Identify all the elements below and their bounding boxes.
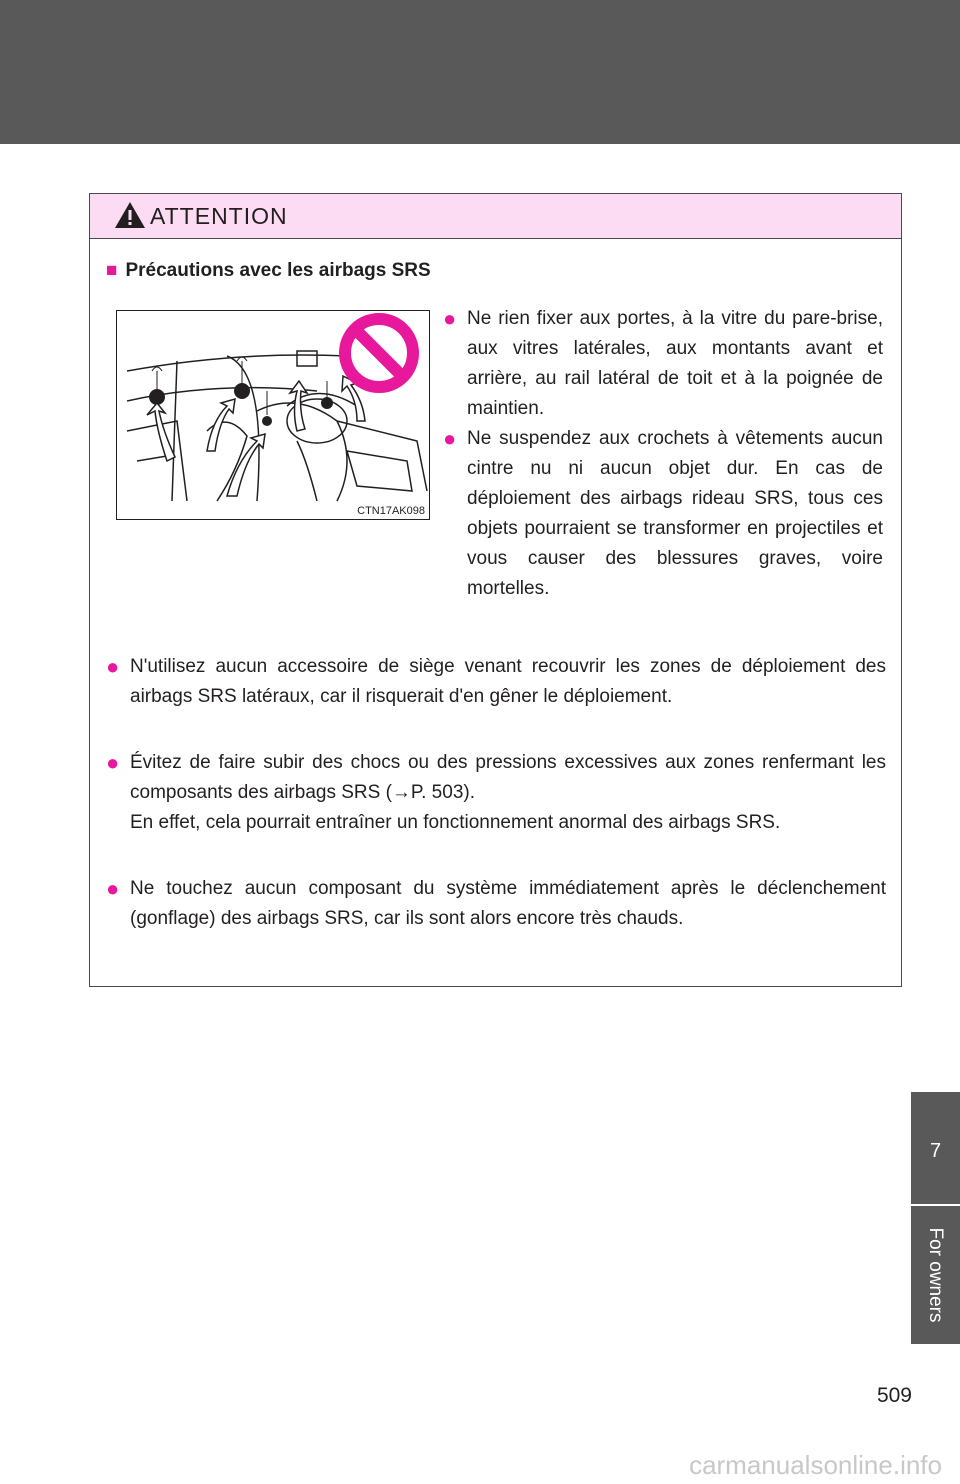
attention-header (90, 194, 901, 239)
bullet-item (443, 304, 883, 424)
subheading-text: Précautions avec les airbags SRS (125, 260, 431, 281)
watermark-strip (0, 1444, 960, 1484)
page-number: 509 (876, 1384, 912, 1407)
square-marker-icon: ■ (106, 260, 118, 281)
bullet-text-continued: En effet, cela pourrait entraîner un fonctionnement anormal des airbags SRS. (130, 812, 781, 833)
attention-box (89, 193, 902, 987)
bullet-item (106, 748, 886, 838)
attention-title: ATTENTION (150, 203, 288, 229)
bullet-dot-icon: ● (443, 426, 457, 451)
bullet-dot-icon: ● (106, 750, 120, 775)
bullet-dot-icon: ● (106, 654, 120, 679)
chapter-number: 7 (929, 1140, 942, 1162)
header-band (0, 0, 960, 144)
warning-triangle-icon (114, 200, 146, 230)
bullet-text: Ne rien fixer aux portes, à la vitre du pare-brise, aux vitres latérales, aux montants avant et arrière, au rail latéral de toit et à la poignée de maintien. (467, 308, 883, 419)
bullet-text: Évitez de faire subir des chocs ou des pressions excessives aux zones renfermant les composants des airbags SRS (→P. 503). (130, 752, 886, 803)
car-interior-drawing (117, 311, 429, 519)
bullet-item (106, 652, 886, 712)
bullet-item (443, 424, 883, 604)
bullet-dot-icon: ● (443, 306, 457, 331)
airbag-illustration (116, 310, 430, 520)
bullet-dot-icon: ● (106, 876, 120, 901)
watermark-text: carmanualsonline.info (689, 1450, 942, 1480)
bullet-item (106, 874, 886, 934)
bullet-text: Ne touchez aucun composant du système immédiatement après le déclenchement (gonflage) des airbags SRS, car ils sont alors encore très chauds. (130, 878, 886, 929)
bullet-text: N'utilisez aucun accessoire de siège venant recouvrir les zones de déploiement des airbags SRS latéraux, car il risquerait d'en gêner le déploiement. (130, 656, 886, 707)
section-subheading (106, 260, 431, 282)
illustration-code: CTN17AK098 (357, 505, 425, 517)
bullet-text: Ne suspendez aux crochets à vêtements aucun cintre nu ni aucun objet dur. En cas de déploiement des airbags rideau SRS, tous ces objets pourraient se transformer en projectiles et vous causer des blessures graves, voire mortelles. (467, 428, 883, 599)
chapter-label: For owners (925, 1227, 946, 1323)
